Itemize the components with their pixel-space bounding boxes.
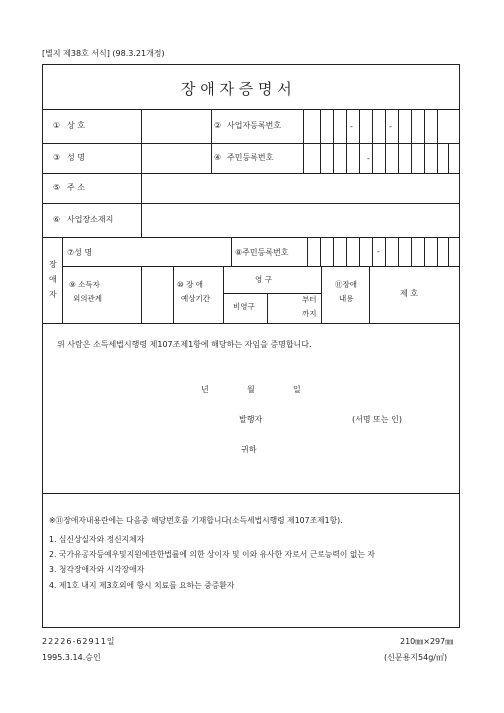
rule bbox=[385, 237, 386, 266]
rule bbox=[359, 109, 360, 143]
business-registration-label: 사업자등록번호 bbox=[227, 121, 282, 130]
permanent-option[interactable]: 영 구 bbox=[255, 275, 272, 284]
signature-note: (서명 또는 인) bbox=[352, 415, 402, 424]
rule bbox=[346, 237, 347, 266]
rule bbox=[333, 143, 334, 173]
date-day: 일 bbox=[293, 385, 301, 394]
note-item: 1. 심신상실자와 정신지체자 bbox=[49, 535, 145, 544]
name-field[interactable] bbox=[143, 145, 209, 171]
rule bbox=[62, 266, 459, 267]
rule bbox=[43, 143, 459, 144]
rule bbox=[43, 109, 459, 110]
trade-name-field[interactable] bbox=[143, 111, 209, 141]
rule bbox=[173, 266, 174, 323]
rule bbox=[398, 109, 399, 143]
field-number: ⑥ bbox=[53, 215, 61, 224]
field-number: ⑤ bbox=[53, 183, 61, 192]
trade-name-label: 상 호 bbox=[67, 121, 85, 130]
disabled-resident-registration-label: ⑧주민등록번호 bbox=[235, 248, 289, 257]
rule bbox=[346, 143, 347, 173]
rule bbox=[385, 109, 386, 143]
section-label-char: 자 bbox=[49, 290, 57, 299]
note-item: 2. 국가유공자등예우및지원에관한법률에 의한 상이자 및 이와 유사한 자로서 근로능력이 없는 자 bbox=[49, 550, 375, 559]
address-label: 주 소 bbox=[67, 183, 85, 192]
rule bbox=[398, 143, 399, 173]
relation-label-2: 외의관계 bbox=[73, 294, 102, 303]
rule bbox=[320, 237, 321, 266]
rule bbox=[437, 237, 438, 266]
rule bbox=[320, 109, 321, 143]
until-label: 까지 bbox=[302, 309, 317, 318]
paper-size: 210㎜×297㎜ bbox=[400, 637, 454, 646]
recipient-suffix: 귀하 bbox=[241, 445, 257, 454]
resident-registration-label: 주민등록번호 bbox=[227, 153, 274, 162]
form-number-label: [별지 제38호 서식] (98.3.21개정) bbox=[42, 49, 165, 58]
rule bbox=[411, 237, 412, 266]
rule bbox=[307, 237, 308, 266]
rule bbox=[43, 323, 459, 324]
rule bbox=[223, 293, 321, 294]
rule bbox=[424, 143, 425, 173]
certificate-form bbox=[42, 64, 460, 628]
rule bbox=[448, 143, 449, 173]
rule bbox=[211, 109, 212, 173]
disabled-name-label: ⑦성 명 bbox=[67, 248, 93, 257]
rule bbox=[267, 293, 268, 323]
rule bbox=[372, 109, 373, 143]
note-item: 3. 청각장애자와 시각장애자 bbox=[49, 565, 145, 574]
approval-date: 1995.3.14.승인 bbox=[42, 653, 101, 662]
rule bbox=[385, 143, 386, 173]
rule bbox=[223, 266, 224, 323]
rule bbox=[320, 143, 321, 173]
rule bbox=[43, 493, 459, 494]
address-field[interactable] bbox=[143, 175, 457, 201]
rule bbox=[437, 143, 438, 173]
form-title: 장 애 자 증 명 서 bbox=[181, 80, 292, 98]
note-item: 4. 제1호 내지 제3호외에 항시 치료를 요하는 중증환자 bbox=[49, 581, 235, 590]
paper-spec: (신문용지54g/㎡) bbox=[384, 653, 448, 662]
name-label: 성 명 bbox=[67, 153, 85, 162]
rule bbox=[369, 266, 370, 323]
form-code: 22226-62911일 bbox=[42, 637, 116, 646]
expected-period-label-1: ⑩ 장 애 bbox=[177, 280, 203, 289]
rule bbox=[346, 109, 347, 143]
rule bbox=[398, 237, 399, 266]
dash: - bbox=[377, 247, 380, 256]
rule bbox=[141, 109, 142, 237]
disability-content-label-2: 내용 bbox=[339, 294, 354, 303]
rule bbox=[333, 109, 334, 143]
rule bbox=[231, 237, 232, 266]
rule bbox=[411, 109, 412, 143]
non-permanent-option[interactable]: 비영구 bbox=[233, 302, 255, 311]
certification-statement: 위 사람은 소득세법시행령 제107조제1항에 해당하는 자임을 증명합니다. bbox=[57, 340, 312, 349]
field-number: ③ bbox=[53, 153, 61, 162]
business-location-field[interactable] bbox=[143, 205, 457, 235]
from-label: 부터 bbox=[302, 295, 317, 304]
dash: - bbox=[350, 122, 353, 131]
rule bbox=[333, 237, 334, 266]
rule bbox=[303, 109, 304, 173]
rule bbox=[43, 203, 459, 204]
disability-grade-field[interactable]: 제 호 bbox=[400, 289, 418, 298]
rule bbox=[43, 173, 459, 174]
relation-field[interactable] bbox=[143, 268, 171, 321]
rule bbox=[424, 237, 425, 266]
section-label-char: 애 bbox=[49, 275, 57, 284]
rule bbox=[448, 237, 449, 266]
issuer-label: 발행자 bbox=[239, 415, 263, 424]
date-month: 월 bbox=[247, 385, 255, 394]
notes-intro: ※⑪장애자내용란에는 다음중 해당번호를 기재합니다(소득세법시행령 제107조제1항). bbox=[49, 516, 343, 525]
dash: - bbox=[367, 154, 370, 163]
dash: - bbox=[389, 122, 392, 131]
field-number: ① bbox=[53, 121, 61, 130]
rule bbox=[437, 109, 438, 143]
rule bbox=[359, 237, 360, 266]
expected-period-label-2: 예상기간 bbox=[181, 294, 210, 303]
rule bbox=[411, 143, 412, 173]
rule bbox=[141, 266, 142, 323]
rule bbox=[359, 143, 360, 173]
rule bbox=[43, 237, 459, 238]
rule bbox=[372, 237, 373, 266]
section-label-char: 장 bbox=[49, 260, 57, 269]
field-number: ④ bbox=[214, 153, 222, 162]
date-year: 년 bbox=[201, 385, 209, 394]
rule bbox=[62, 237, 63, 323]
business-location-label: 사업장소재지 bbox=[67, 215, 114, 224]
field-number: ② bbox=[214, 121, 222, 130]
rule bbox=[372, 143, 373, 173]
rule bbox=[321, 266, 322, 323]
relation-label-1: ⑨ 소득자 bbox=[69, 280, 100, 289]
disability-content-label-1: ⑪장애 bbox=[335, 280, 357, 289]
rule bbox=[424, 109, 425, 143]
